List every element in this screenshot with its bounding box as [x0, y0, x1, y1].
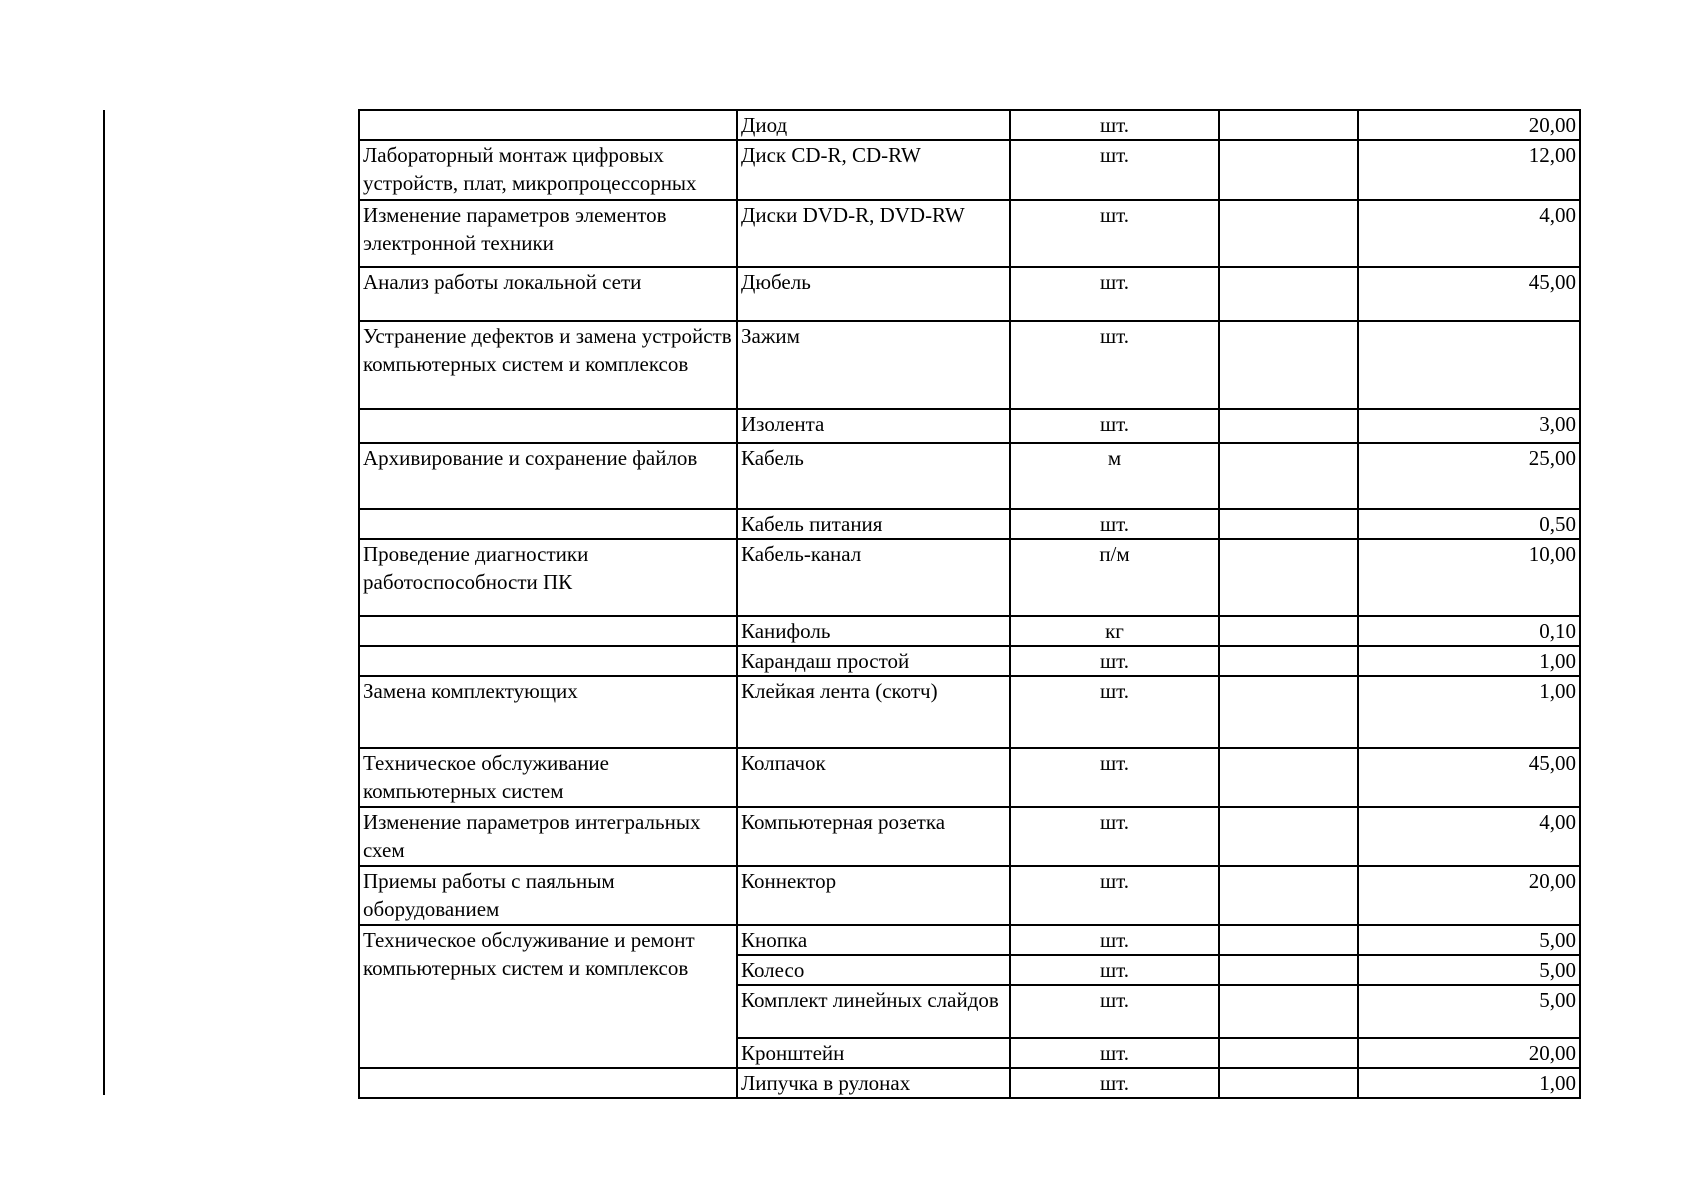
blank-cell: [1219, 267, 1358, 321]
operation-cell: [359, 1068, 737, 1098]
quantity-cell: 12,00: [1358, 140, 1580, 200]
quantity-cell: 0,10: [1358, 616, 1580, 646]
operation-cell: Устранение дефектов и замена устройств компьютерных систем и комплексов: [359, 321, 737, 409]
quantity-cell: 20,00: [1358, 866, 1580, 925]
blank-cell: [1219, 1038, 1358, 1068]
unit-cell: шт.: [1010, 985, 1219, 1038]
operation-cell: Проведение диагностики работоспособности ПК: [359, 539, 737, 616]
quantity-cell: 20,00: [1358, 110, 1580, 140]
blank-cell: [1219, 539, 1358, 616]
table-row: [359, 866, 1580, 925]
operation-cell: [359, 616, 737, 646]
blank-cell: [1219, 200, 1358, 267]
quantity-cell: 45,00: [1358, 267, 1580, 321]
blank-cell: [1219, 321, 1358, 409]
material-cell: Изолента: [737, 409, 1010, 443]
table-row: [359, 616, 1580, 646]
blank-cell: [1219, 676, 1358, 748]
material-cell: Коннектор: [737, 866, 1010, 925]
quantity-cell: 0,50: [1358, 509, 1580, 539]
unit-cell: шт.: [1010, 1068, 1219, 1098]
blank-cell: [1219, 140, 1358, 200]
quantity-cell: 5,00: [1358, 985, 1580, 1038]
unit-cell: шт.: [1010, 866, 1219, 925]
material-cell: Кнопка: [737, 925, 1010, 955]
quantity-cell: [1358, 321, 1580, 409]
blank-cell: [1219, 443, 1358, 509]
material-cell: Дюбель: [737, 267, 1010, 321]
material-cell: Зажим: [737, 321, 1010, 409]
unit-cell: шт.: [1010, 925, 1219, 955]
blank-cell: [1219, 509, 1358, 539]
quantity-cell: 45,00: [1358, 748, 1580, 807]
material-cell: Канифоль: [737, 616, 1010, 646]
materials-table: [358, 109, 1581, 1099]
blank-cell: [1219, 866, 1358, 925]
material-cell: Диод: [737, 110, 1010, 140]
table-row: [359, 539, 1580, 616]
table-row: [359, 807, 1580, 866]
unit-cell: шт.: [1010, 1038, 1219, 1068]
unit-cell: шт.: [1010, 409, 1219, 443]
unit-cell: шт.: [1010, 955, 1219, 985]
table-row: [359, 200, 1580, 267]
operation-cell: [359, 646, 737, 676]
operation-cell: Приемы работы с паяльным оборудованием: [359, 866, 737, 925]
table-row: [359, 646, 1580, 676]
quantity-cell: 4,00: [1358, 200, 1580, 267]
material-cell: Карандаш простой: [737, 646, 1010, 676]
quantity-cell: 25,00: [1358, 443, 1580, 509]
material-cell: Липучка в рулонах: [737, 1068, 1010, 1098]
operation-cell: Архивирование и сохранение файлов: [359, 443, 737, 509]
table-row: [359, 748, 1580, 807]
table-row: [359, 509, 1580, 539]
table-row: [359, 409, 1580, 443]
blank-cell: [1219, 985, 1358, 1038]
blank-cell: [1219, 1068, 1358, 1098]
material-cell: Кабель питания: [737, 509, 1010, 539]
operation-cell: [359, 509, 737, 539]
table-row: [359, 140, 1580, 200]
unit-cell: шт.: [1010, 676, 1219, 748]
operation-cell: Лабораторный монтаж цифровых устройств, плат, микропроцессорных: [359, 140, 737, 200]
blank-cell: [1219, 925, 1358, 955]
unit-cell: шт.: [1010, 509, 1219, 539]
quantity-cell: 1,00: [1358, 646, 1580, 676]
material-cell: Клейкая лента (скотч): [737, 676, 1010, 748]
unit-cell: шт.: [1010, 646, 1219, 676]
unit-cell: шт.: [1010, 200, 1219, 267]
table-row: [359, 110, 1580, 140]
operation-cell: Техническое обслуживание и ремонт компьютерных систем и комплексов: [359, 925, 737, 1068]
material-cell: Колесо: [737, 955, 1010, 985]
unit-cell: шт.: [1010, 748, 1219, 807]
unit-cell: шт.: [1010, 321, 1219, 409]
quantity-cell: 10,00: [1358, 539, 1580, 616]
material-cell: Диски DVD-R, DVD-RW: [737, 200, 1010, 267]
table-row: [359, 1068, 1580, 1098]
blank-cell: [1219, 748, 1358, 807]
unit-cell: шт.: [1010, 267, 1219, 321]
material-cell: Компьютерная розетка: [737, 807, 1010, 866]
blank-cell: [1219, 616, 1358, 646]
blank-cell: [1219, 807, 1358, 866]
blank-cell: [1219, 409, 1358, 443]
blank-cell: [1219, 955, 1358, 985]
unit-cell: шт.: [1010, 110, 1219, 140]
unit-cell: шт.: [1010, 140, 1219, 200]
table-row: [359, 321, 1580, 409]
unit-cell: шт.: [1010, 807, 1219, 866]
table-row: [359, 676, 1580, 748]
material-cell: Кабель: [737, 443, 1010, 509]
quantity-cell: 5,00: [1358, 955, 1580, 985]
unit-cell: кг: [1010, 616, 1219, 646]
material-cell: Комплект линейных слайдов: [737, 985, 1010, 1038]
unit-cell: п/м: [1010, 539, 1219, 616]
quantity-cell: 5,00: [1358, 925, 1580, 955]
table-row: [359, 925, 1580, 955]
operation-cell: Техническое обслуживание компьютерных систем: [359, 748, 737, 807]
table-row: [359, 443, 1580, 509]
blank-cell: [1219, 110, 1358, 140]
left-margin-rule: [103, 110, 105, 1095]
operation-cell: Замена комплектующих: [359, 676, 737, 748]
quantity-cell: 1,00: [1358, 676, 1580, 748]
table-row: [359, 267, 1580, 321]
quantity-cell: 3,00: [1358, 409, 1580, 443]
quantity-cell: 1,00: [1358, 1068, 1580, 1098]
operation-cell: [359, 409, 737, 443]
operation-cell: Анализ работы локальной сети: [359, 267, 737, 321]
unit-cell: м: [1010, 443, 1219, 509]
material-cell: Кронштейн: [737, 1038, 1010, 1068]
material-cell: Кабель-канал: [737, 539, 1010, 616]
quantity-cell: 4,00: [1358, 807, 1580, 866]
material-cell: Колпачок: [737, 748, 1010, 807]
material-cell: Диск CD-R, CD-RW: [737, 140, 1010, 200]
operation-cell: Изменение параметров интегральных схем: [359, 807, 737, 866]
operation-cell: Изменение параметров элементов электронной техники: [359, 200, 737, 267]
quantity-cell: 20,00: [1358, 1038, 1580, 1068]
operation-cell: [359, 110, 737, 140]
blank-cell: [1219, 646, 1358, 676]
